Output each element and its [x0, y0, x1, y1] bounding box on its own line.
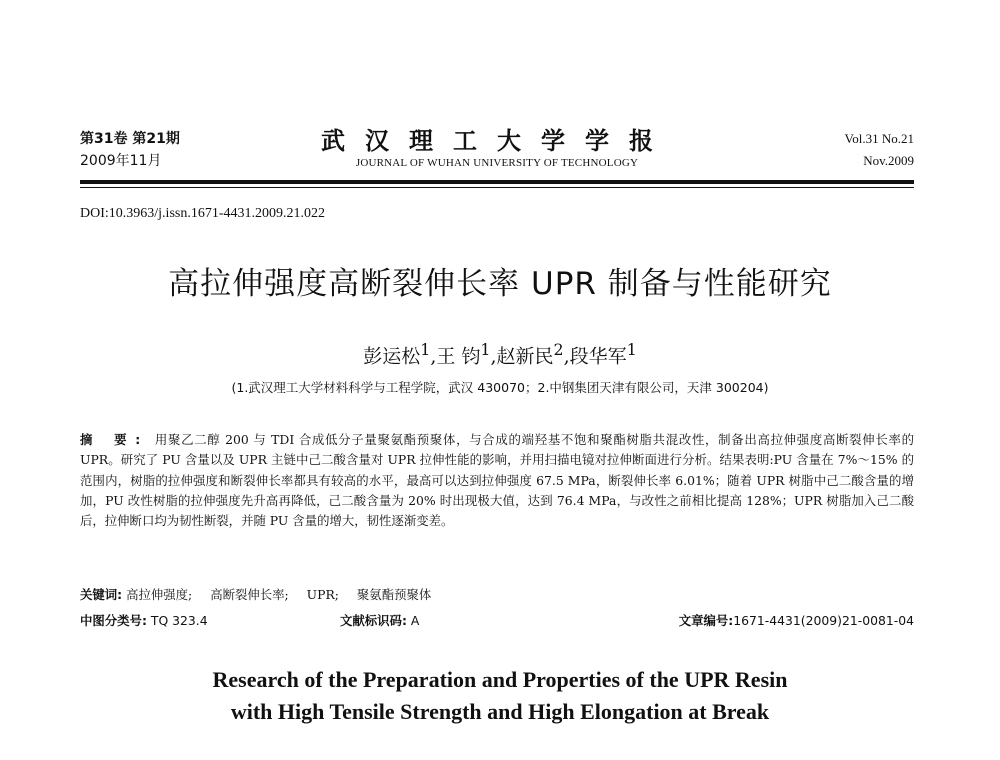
keyword-item: UPR; — [306, 587, 339, 602]
document-code — [340, 611, 419, 629]
header-center — [260, 128, 734, 172]
author-affil-sup: 1 — [626, 340, 637, 359]
author-list: 彭运松$^1$,王 钧$^1$,赵新民$^2$,段华军$^1$ — [363, 340, 637, 368]
abstract — [80, 430, 914, 531]
keywords — [80, 585, 914, 603]
keyword-item: 聚氨酯预聚体 — [356, 587, 432, 602]
author-name: 赵新民 — [496, 345, 554, 368]
header-right — [845, 128, 914, 172]
journal-header — [80, 128, 914, 178]
doi: DOI:10.3963/j.issn.1671-4431.2009.21.022 — [80, 206, 325, 221]
author-affil-sup: 2 — [553, 340, 564, 359]
author-name: 段华军 — [569, 345, 627, 368]
volume-issue-en: Vol.31 No.21 — [844, 131, 914, 146]
clc-number — [80, 611, 208, 629]
doc-code-label: 文献标识码: — [340, 613, 407, 628]
clc-label: 中图分类号: — [80, 613, 147, 628]
header-rule-thin — [80, 187, 914, 188]
article-number — [679, 611, 914, 629]
article-no-value: 1671-4431(2009)21-0081-04 — [733, 613, 914, 628]
author-affil-sup: 1 — [480, 340, 491, 359]
date-cn: 2009年11月 — [80, 153, 162, 169]
article-no-label: 文章编号: — [678, 613, 734, 628]
author-name: 彭运松 — [363, 345, 421, 368]
volume-issue-cn: 第31卷 第21期 — [80, 131, 180, 147]
affiliation: (1.武汉理工大学材料科学与工程学院，武汉 430070；2.中钢集团天津有限公司，天津 300204) — [231, 380, 769, 395]
header-rule-thick — [80, 180, 914, 184]
journal-name-cn: 武汉理工大学学报 — [321, 127, 673, 155]
doc-code-value: A — [410, 613, 420, 628]
abstract-label: 摘 要: — [80, 432, 149, 447]
date-en: Nov.2009 — [863, 153, 914, 168]
paper-title-en-line: with High Tensile Strength and High Elongation at Break — [230, 699, 770, 724]
keyword-item: 高断裂伸长率; — [210, 587, 289, 602]
journal-name-en: JOURNAL OF WUHAN UNIVERSITY OF TECHNOLOGY — [355, 157, 639, 169]
header-left — [80, 128, 180, 172]
keyword-item: 高拉伸强度; — [126, 587, 193, 602]
paper-title-en — [0, 664, 1000, 728]
paper-title-cn: 高拉伸强度高断裂伸长率 UPR 制备与性能研究 — [168, 266, 832, 302]
keywords-label: 关键词: — [80, 587, 123, 602]
author-affil-sup: 1 — [420, 340, 431, 359]
paper-title-en-line: Research of the Preparation and Properties of the UPR Resin — [212, 667, 788, 692]
author-name: 王 钧 — [436, 345, 481, 368]
abstract-text: 用聚乙二醇 200 与 TDI 合成低分子量聚氨酯预聚体，与合成的端羟基不饱和聚酯树脂共混改性，制备出高拉伸强度高断裂伸长率的 UPR。研究了 PU 含量以及 UPR 主链中己二酸含量对 UPR 拉伸性能的影响，并用扫描电镜对拉伸断面进行分析。结果表明:PU 含量在 7%～15% 的范围内，树脂的拉伸强度和断裂伸长率都具有较高的水平，最高可以达到拉伸强度 67.5 MPa，断裂伸长率 6.01%；随着 UPR 树脂中己二酸含量的增加，PU 改性树脂的拉伸强度先升高再降低，己二酸含量为 20% 时出现极大值，达到 76.4 MPa，与改性之前相比提高 128%；UPR 树脂加入己二酸后，拉伸断口均为韧性断裂，并随 PU 含量的增大，韧性逐渐变差。 — [80, 432, 914, 529]
clc-value: TQ 323.4 — [150, 613, 208, 628]
classification-line — [80, 611, 914, 631]
